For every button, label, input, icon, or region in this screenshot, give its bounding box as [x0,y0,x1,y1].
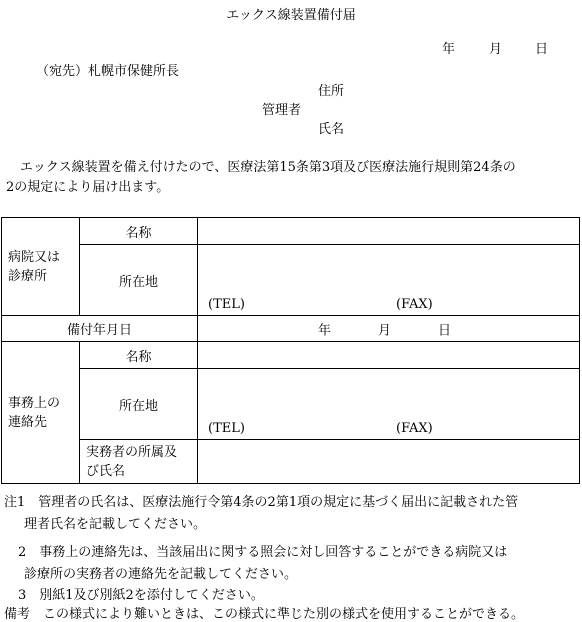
table-row [2,369,580,440]
install-month-label: 月 [378,323,392,338]
staff-field[interactable] [198,440,580,484]
tel-label: (TEL) [208,297,245,312]
contact-location-field[interactable] [198,369,580,440]
note-1-line2: 理者氏名を記載してください。 [24,517,207,532]
contact-fax-label: (FAX) [396,421,433,436]
day-label: 日 [535,42,549,57]
contact-tel-label: (TEL) [208,421,245,436]
address-label: 住所 [318,84,345,99]
hospital-name-field[interactable] [198,218,580,245]
body-text-line1: エックス線装置を備え付けたので、医療法第15条第3項及び医療法施行規則第24条の [20,160,516,175]
manager-name-label: 氏名 [318,122,345,137]
table-row [2,316,580,342]
contact-section-label: 事務上の 連絡先 [2,342,80,484]
note-2-line2: 診療所の実務者の連絡先を記載してください。 [24,567,298,582]
hospital-location-field[interactable] [198,245,580,316]
contact-location-label: 所在地 [80,369,198,440]
table-row [2,218,580,245]
table-row [2,245,580,316]
contact-name-label: 名称 [80,342,198,369]
table-row [2,342,580,369]
year-label: 年 [442,42,456,57]
contact-name-field[interactable] [198,342,580,369]
staff-label: 実務者の所属及 び氏名 [80,440,198,484]
table-row [2,440,580,484]
install-year-label: 年 [318,323,332,338]
install-day-label: 日 [438,323,452,338]
note-3: 3 別紙1及び別紙2を添付してください。 [18,588,264,603]
hospital-name-label: 名称 [80,218,198,245]
hospital-section-label: 病院又は 診療所 [2,218,80,316]
body-text-line2: 2の規定により届け出ます。 [6,180,170,195]
form-title: エックス線装置備付届 [226,8,356,23]
note-1-line1: 注1 管理者の氏名は、医療法施行令第4条の2第1項の規定に基づく届出に記載された管 [4,495,519,510]
month-label: 月 [489,42,503,57]
install-date-field[interactable] [198,316,580,342]
hospital-location-label: 所在地 [80,245,198,316]
install-date-label: 備付年月日 [2,316,198,342]
remark: 備考 この様式により難いときは、この様式に準じた別の様式を使用することができる。 [4,607,525,622]
note-2-line1: 2 事務上の連絡先は、当該届出に関する照会に対し回答することができる病院又は [18,545,508,560]
manager-label: 管理者 [262,103,302,118]
addressee: （宛先）札幌市保健所長 [36,64,180,79]
fax-label: (FAX) [396,297,433,312]
registration-table [1,217,580,484]
